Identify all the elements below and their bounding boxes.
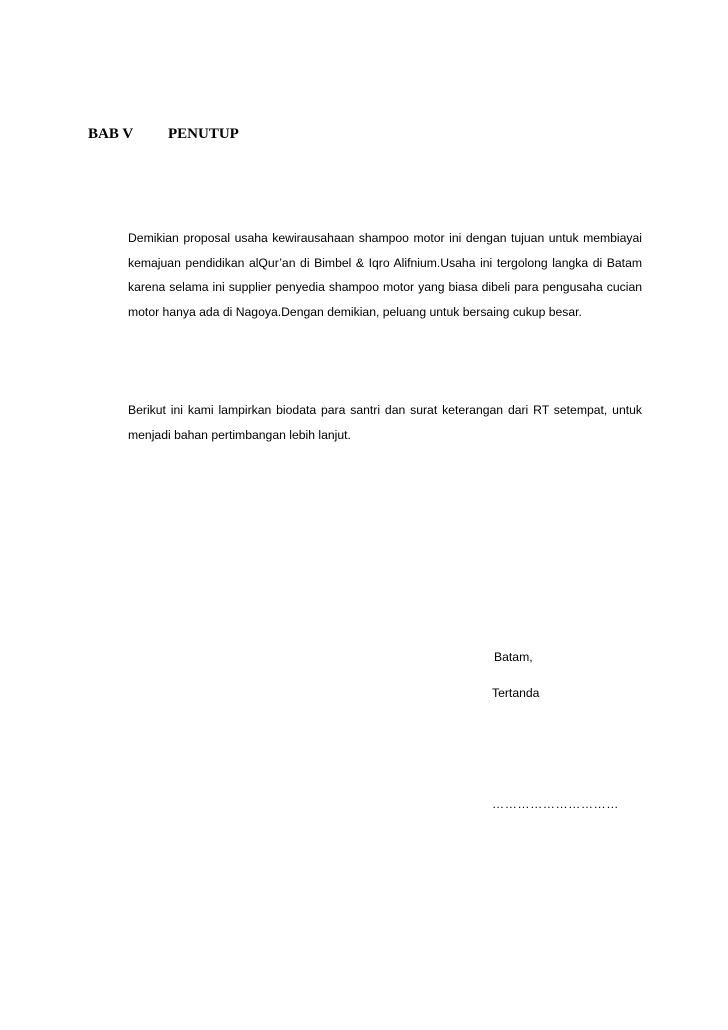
chapter-title: PENUTUP [168,126,239,142]
attachment-paragraph: Berikut ini kami lampirkan biodata para santri dan surat keterangan dari RT setempat, untuk menjadi bahan pertimbangan lebih lanjut. [128,403,642,442]
signature-line: ………………………… [492,797,619,811]
signature-regards: Tertanda [492,686,540,700]
closing-paragraph: Demikian proposal usaha kewirausahaan shampoo motor ini dengan tujuan untuk membiayai kemajuan pendidikan alQur’an di Bimbel & Iqro Alifnium.Usaha ini tergolong langka di Batam karena selama ini supplier penyedia shampoo motor yang biasa dibeli para pengusaha cucian motor hanya ada di Nagoya.Dengan demikian, peluang untuk bersaing cukup besar. [128,231,642,319]
chapter-heading [88,125,239,143]
signature-place: Batam, [494,650,533,664]
chapter-number: BAB V [88,126,134,142]
